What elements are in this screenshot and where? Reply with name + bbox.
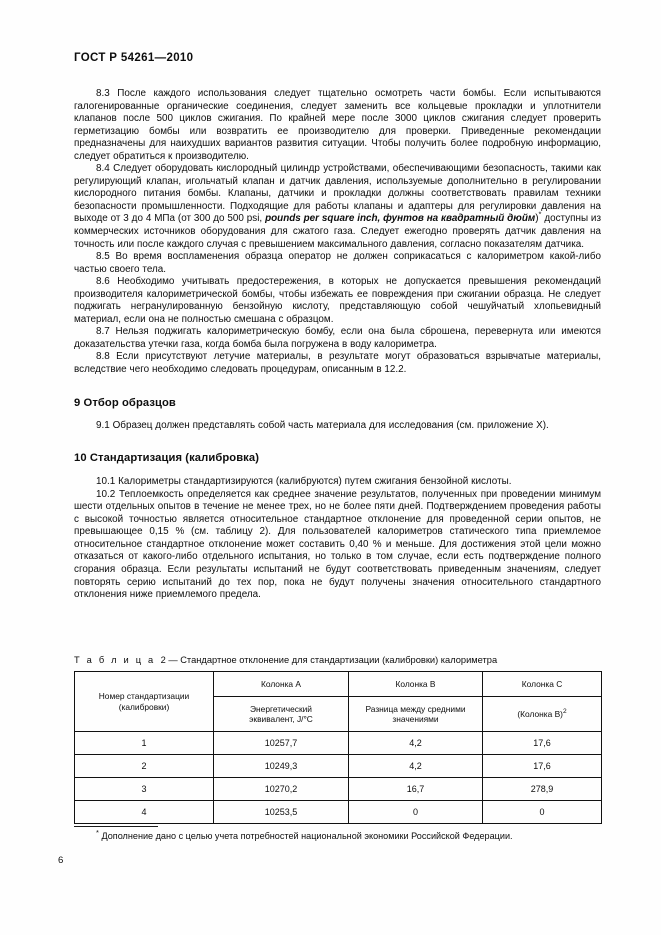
spacer-after-section-9-heading xyxy=(74,409,601,420)
spacer-before-section-9 xyxy=(74,377,601,397)
table-2-body xyxy=(75,732,602,824)
paragraph-8-7: 8.7 Нельзя поджигать калориметрическую бомбу, если она была сброшена, перевернута или имеются доказательства утечки газа, когда бомба была погружена в воду калориметра. xyxy=(74,326,601,350)
paragraph-8-4 xyxy=(74,163,601,251)
table-header-number: Номер стандартизации (калибровки) xyxy=(75,672,214,732)
table-cell-column-a: 10257,7 xyxy=(214,732,349,755)
table-cell-column-b: 4,2 xyxy=(349,732,483,755)
table-cell-number: 2 xyxy=(75,755,214,778)
table-cell-number: 4 xyxy=(75,801,214,824)
paragraph-10-2: 10.2 Теплоемкость определяется как среднее значение результатов, полученных при проведении минимум шести отдельных опытов в течение не менее трех, но не более пяти дней. Подтверждением проведения работы с высокой точностью является относительное стандартное отклонение для проведенной серии опытов, не превышающее 0,15 % (см. таблицу 2). Для пользователей калориметров статического типа приемлемое относительное стандартное отклонение может составить 0,40 % и меньше. Для достижения этой цели можно отказаться от какого-либо отдельного испытания, но только в том случае, если есть подтверждение полного сгорания образца. Если результаты испытаний не будут соответствовать приведенным значениям, следует повторять серию испытаний до тех пор, пока не будут получены значения относительного стандартного отклонения ниже приемлемого предела. xyxy=(74,488,601,601)
footnote-block xyxy=(74,826,601,843)
table-row xyxy=(75,778,602,801)
table-subheader-column-c xyxy=(483,697,602,732)
table-header-row-1 xyxy=(75,672,602,697)
section-heading-10: 10 Стандартизация (калибровка) xyxy=(74,452,260,465)
paragraph-8-4-part2: ) xyxy=(535,213,539,225)
footnote-separator-rule xyxy=(74,826,158,827)
table-cell-number: 1 xyxy=(75,732,214,755)
footnote-text: Дополнение дано с целью учета потребностей национальной экономики Российской Федерации. xyxy=(101,831,513,841)
table-cell-column-b: 0 xyxy=(349,801,483,824)
spacer-before-section-10 xyxy=(74,432,601,452)
page-number: 6 xyxy=(58,855,64,866)
document-header-standard-id: ГОСТ Р 54261—2010 xyxy=(74,52,194,64)
table-subheader-a-line1: Энергетический xyxy=(250,703,312,714)
paragraph-8-6: 8.6 Необходимо учитывать предостережения, в которых не допускается превышения рекомендаций производителя калориметрической бомбы, чтобы избежать ее повреждения при сжигании образца. Не следует поджигать негранулированную бензойную кислоту, представляющую собой чешуйчатый хлопьевидный материал, если она не полностью смешана с образцом. xyxy=(74,276,601,325)
paragraph-9-1: 9.1 Образец должен представлять собой часть материала для исследования (см. приложение X). xyxy=(96,419,549,431)
document-body xyxy=(74,88,601,602)
table-subheader-column-b xyxy=(349,697,483,732)
table-caption-dash: — xyxy=(168,655,178,665)
table-cell-column-c: 0 xyxy=(483,801,602,824)
table-2-container xyxy=(74,655,601,824)
paragraph-8-8: 8.8 Если присутствуют летучие материалы, в результате могут образоваться взрывчатые материалы, вследствие чего необходимо следовать процедурам, описанным в 12.2. xyxy=(74,351,601,376)
paragraph-8-4-emphasis: pounds per square inch, фунтов на квадратный дюйм xyxy=(265,213,536,225)
table-2 xyxy=(74,671,602,824)
table-caption-number: 2 xyxy=(160,655,166,665)
footnote-marker: * xyxy=(96,827,99,837)
table-subheader-c-base: (Колонка В) xyxy=(517,708,563,719)
table-header-column-c: Колонка С xyxy=(483,672,602,697)
table-cell-column-c: 17,6 xyxy=(483,732,602,755)
table-row xyxy=(75,732,602,755)
table-cell-column-b: 4,2 xyxy=(349,755,483,778)
table-row xyxy=(75,801,602,824)
table-caption-text: Стандартное отклонение для стандартизации (калибровки) калориметра xyxy=(180,655,498,665)
table-header-column-b: Колонка В xyxy=(349,672,483,697)
paragraph-8-4-part3: доступны из коммерческих источников оборудования для сжатого газа. Следует ежегодно проверять датчик давления на точность или после каждого случая с превышением максимального давления, согласно показателям датчика. xyxy=(74,213,601,250)
table-subheader-column-a xyxy=(214,697,349,732)
table-cell-column-a: 10249,3 xyxy=(214,755,349,778)
table-subheader-a-line2: эквивалент, J/°C xyxy=(249,714,313,724)
table-2-head xyxy=(75,672,602,732)
table-row xyxy=(75,755,602,778)
spacer-after-section-10-heading xyxy=(74,464,601,476)
table-cell-column-a: 10270,2 xyxy=(214,778,349,801)
table-cell-column-a: 10253,5 xyxy=(214,801,349,824)
table-cell-number: 3 xyxy=(75,778,214,801)
paragraph-8-5: 8.5 Во время воспламенения образца оператор не должен соприкасаться с калориметром какой-либо частью своего тела. xyxy=(74,251,601,275)
footnote-reference-marker: * xyxy=(538,210,542,220)
table-cell-column-c: 17,6 xyxy=(483,755,602,778)
table-cell-column-b: 16,7 xyxy=(349,778,483,801)
table-subheader-b-line1: Разница между средними xyxy=(365,703,466,714)
paragraph-8-3: 8.3 После каждого использования следует тщательно осмотреть части бомбы. Если испытываются галогенированные органические соединения, следует заменить все кольцевые прокладки и уплотнители клапанов после 500 циклов сжигания. По крайней мере после 3000 циклов сжигания следует проверить герметизацию бомбы или возвратить ее производителю для проверки. Приведенные рекомендации предназначены для наихудших вариантов развития ситуации. Чтобы получить более подробную информацию, следует обратиться к производителю. xyxy=(74,88,601,162)
table-caption-label: Т а б л и ц а xyxy=(74,655,156,665)
table-2-caption xyxy=(74,655,601,665)
footnote-content xyxy=(74,827,601,843)
table-subheader-b-line2: значениями xyxy=(392,714,439,724)
paragraph-10-1: 10.1 Калориметры стандартизируются (калибруются) путем сжигания бензойной кислоты. xyxy=(96,476,512,488)
table-subheader-c-exponent: 2 xyxy=(562,707,567,715)
table-cell-column-c: 278,9 xyxy=(483,778,602,801)
section-heading-9: 9 Отбор образцов xyxy=(74,396,176,409)
table-header-column-a: Колонка А xyxy=(214,672,349,697)
paragraph-8-4-part1: 8.4 Следует оборудовать кислородный цилиндр устройствами, обеспечивающими безопасность, такими как регулирующий клапан, игольчатый клапан и датчик давления, используемые дополнительно в регулировании кислородного питания бомбы. Клапаны, датчики и прокладки должны соответствовать правилам техники безопасности промышленности. Подходящие для работы клапаны и адаптеры для регулировки давления на выходе от 3 до 4 МПа (от 300 до 500 psi, xyxy=(74,163,601,225)
